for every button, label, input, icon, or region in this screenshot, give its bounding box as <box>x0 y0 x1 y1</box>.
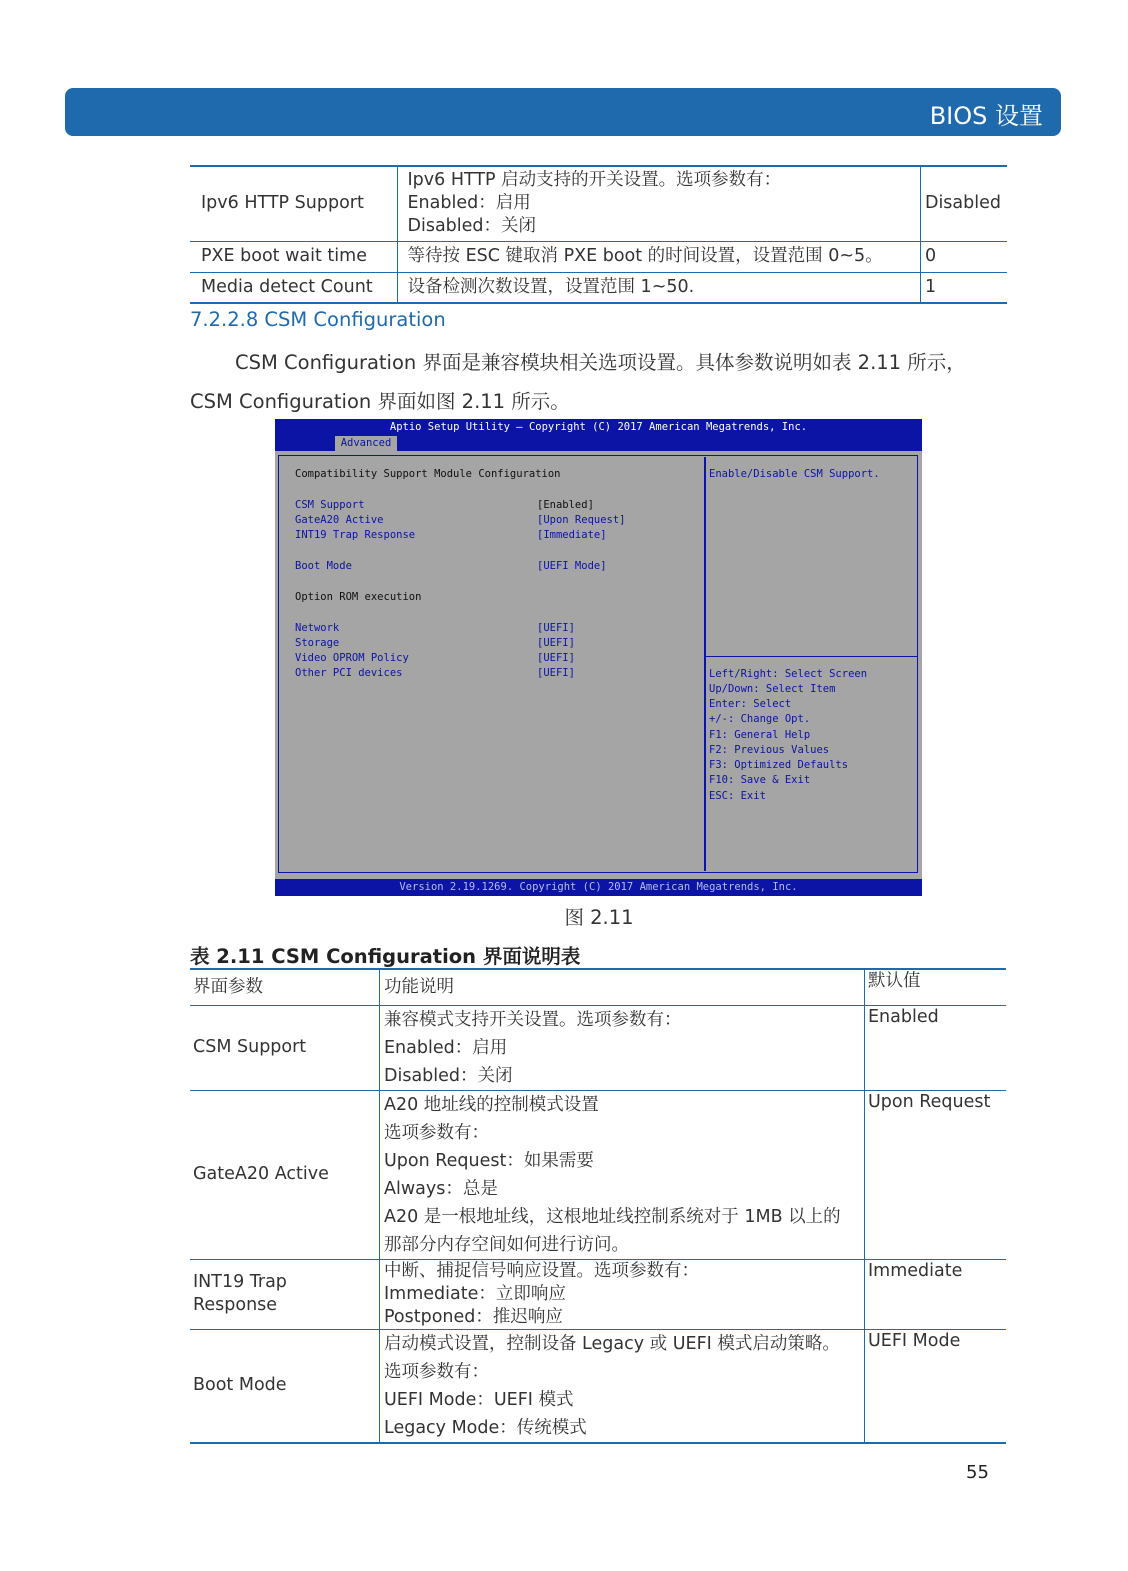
param-description <box>380 1090 865 1259</box>
table-header-row <box>190 969 1006 1005</box>
param-default: 0 <box>920 241 1007 272</box>
description-line: 选项参数有： <box>384 1361 489 1382</box>
bios-key-help: F1: General Help <box>709 729 811 741</box>
table-row <box>190 1329 1006 1443</box>
bios-value-storage[interactable]: [UEFI] <box>537 637 575 649</box>
bios-value-network[interactable]: [UEFI] <box>537 622 575 634</box>
bios-section-title: Compatibility Support Module Configuration <box>295 468 561 480</box>
description-line: 兼容模式支持开关设置。选项参数有： <box>384 1009 682 1030</box>
figure-caption: 图 2.11 <box>564 906 634 929</box>
param-name: GateA20 Active <box>193 1164 329 1184</box>
bios-item-video-oprom[interactable]: Video OPROM Policy <box>295 652 409 664</box>
param-name: Boot Mode <box>193 1375 287 1395</box>
param-name: Ipv6 HTTP Support <box>201 193 364 214</box>
bios-key-help: Left/Right: Select Screen <box>709 668 868 680</box>
bios-value-gatea20[interactable]: [Upon Request] <box>537 514 626 526</box>
param-name: Media detect Count <box>201 276 373 297</box>
bios-value-boot-mode[interactable]: [UEFI Mode] <box>537 560 607 572</box>
bios-divider <box>704 457 706 871</box>
table-row <box>190 272 1007 303</box>
section-heading: 7.2.2.8 CSM Configuration <box>190 308 446 331</box>
bios-key-help: Up/Down: Select Item <box>709 683 836 695</box>
param-description <box>380 1329 865 1443</box>
param-description: 等待按 ESC 键取消 PXE boot 的时间设置，设置范围 0~5。 <box>397 241 920 272</box>
description-line: 启动模式设置，控制设备 Legacy 或 UEFI 模式启动策略。 <box>384 1333 840 1354</box>
param-name: PXE boot wait time <box>201 246 367 266</box>
bios-key-help: F10: Save & Exit <box>709 774 811 786</box>
param-default: Upon Request <box>865 1090 1007 1259</box>
param-description <box>397 166 920 241</box>
description-line: Immediate：立即响应 <box>384 1283 566 1304</box>
description-line: Always：总是 <box>384 1178 498 1199</box>
param-default: Immediate <box>865 1259 1007 1329</box>
param-default: Enabled <box>865 1005 1007 1090</box>
tab-advanced[interactable]: Advanced <box>335 436 397 451</box>
description-line: Upon Request：如果需要 <box>384 1150 594 1171</box>
intro-paragraph-cont: CSM Configuration 界面如图 2.11 所示。 <box>190 390 570 413</box>
bios-item-network[interactable]: Network <box>295 622 340 634</box>
bios-key-help: F3: Optimized Defaults <box>709 759 849 771</box>
description-line: UEFI Mode：UEFI 模式 <box>384 1389 574 1410</box>
page-number: 55 <box>966 1462 989 1483</box>
bios-value-other-pci[interactable]: [UEFI] <box>537 667 575 679</box>
table-row <box>190 1259 1006 1329</box>
header-param: 界面参数 <box>193 976 263 997</box>
bios-key-help: F2: Previous Values <box>709 744 830 756</box>
description-line: Postponed：推迟响应 <box>384 1306 563 1327</box>
bios-item-gatea20[interactable]: GateA20 Active <box>295 514 384 526</box>
param-default: Disabled <box>920 166 1007 241</box>
header-title: BIOS 设置 <box>929 102 1043 130</box>
description-line: Disabled：关闭 <box>384 1065 513 1086</box>
description-line: A20 地址线的控制模式设置 <box>384 1094 599 1115</box>
table-row <box>190 1005 1006 1090</box>
param-default: UEFI Mode <box>865 1329 1007 1443</box>
bios-help-text: Enable/Disable CSM Support. <box>709 468 880 480</box>
header-desc: 功能说明 <box>380 969 865 1005</box>
header-bar <box>65 88 1061 136</box>
bios-option-rom-title: Option ROM execution <box>295 591 422 603</box>
description-line: Legacy Mode：传统模式 <box>384 1417 587 1438</box>
description-line: A20 是一根地址线，这根地址线控制系统对于 1MB 以上的 <box>384 1206 841 1227</box>
description-line: 中断、捕捉信号响应设置。选项参数有： <box>384 1260 699 1281</box>
bios-value-int19[interactable]: [Immediate] <box>537 529 607 541</box>
param-default: 1 <box>920 272 1007 303</box>
table-title: 表 2.11 CSM Configuration 界面说明表 <box>190 945 581 968</box>
csm-parameter-table <box>190 968 1006 1444</box>
description-line: Disabled：关闭 <box>407 216 537 237</box>
bios-key-help: ESC: Exit <box>709 790 766 802</box>
table-row <box>190 1090 1006 1259</box>
top-parameter-table <box>190 165 1007 304</box>
description-line: Ipv6 HTTP 启动支持的开关设置。选项参数有： <box>407 170 782 191</box>
param-name: INT19 Trap Response <box>193 1272 287 1315</box>
bios-item-int19[interactable]: INT19 Trap Response <box>295 529 416 541</box>
bios-key-help: Enter: Select <box>709 698 792 710</box>
bios-item-other-pci[interactable]: Other PCI devices <box>295 667 403 679</box>
description-line: 选项参数有： <box>384 1122 489 1143</box>
bios-utility-title: Aptio Setup Utility – Copyright (C) 2017 American Megatrends, Inc. <box>389 421 808 433</box>
bios-key-help: +/-: Change Opt. <box>709 713 811 725</box>
bios-screen <box>275 419 922 896</box>
intro-paragraph: CSM Configuration 界面是兼容模块相关选项设置。具体参数说明如表 2.11 所示， <box>235 351 966 374</box>
param-description: 设备检测次数设置，设置范围 1~50. <box>397 272 920 303</box>
param-description <box>380 1259 865 1329</box>
bios-version-bar: Version 2.19.1269. Copyright (C) 2017 American Megatrends, Inc. <box>275 879 922 896</box>
param-description <box>380 1005 865 1090</box>
bios-help-separator <box>706 656 918 657</box>
bios-value-csm-support[interactable]: [Enabled] <box>537 499 594 511</box>
table-row <box>190 241 1007 272</box>
table-row <box>190 166 1007 241</box>
bios-item-boot-mode[interactable]: Boot Mode <box>295 560 352 572</box>
bios-item-storage[interactable]: Storage <box>295 637 340 649</box>
description-line: Enabled：启用 <box>407 193 531 214</box>
header-default: 默认值 <box>865 969 1007 1005</box>
param-name: CSM Support <box>193 1037 307 1057</box>
description-line: Enabled：启用 <box>384 1037 508 1058</box>
description-line: 那部分内存空间如何进行访问。 <box>384 1234 629 1255</box>
bios-item-csm-support[interactable]: CSM Support <box>295 499 365 511</box>
bios-value-video-oprom[interactable]: [UEFI] <box>537 652 575 664</box>
